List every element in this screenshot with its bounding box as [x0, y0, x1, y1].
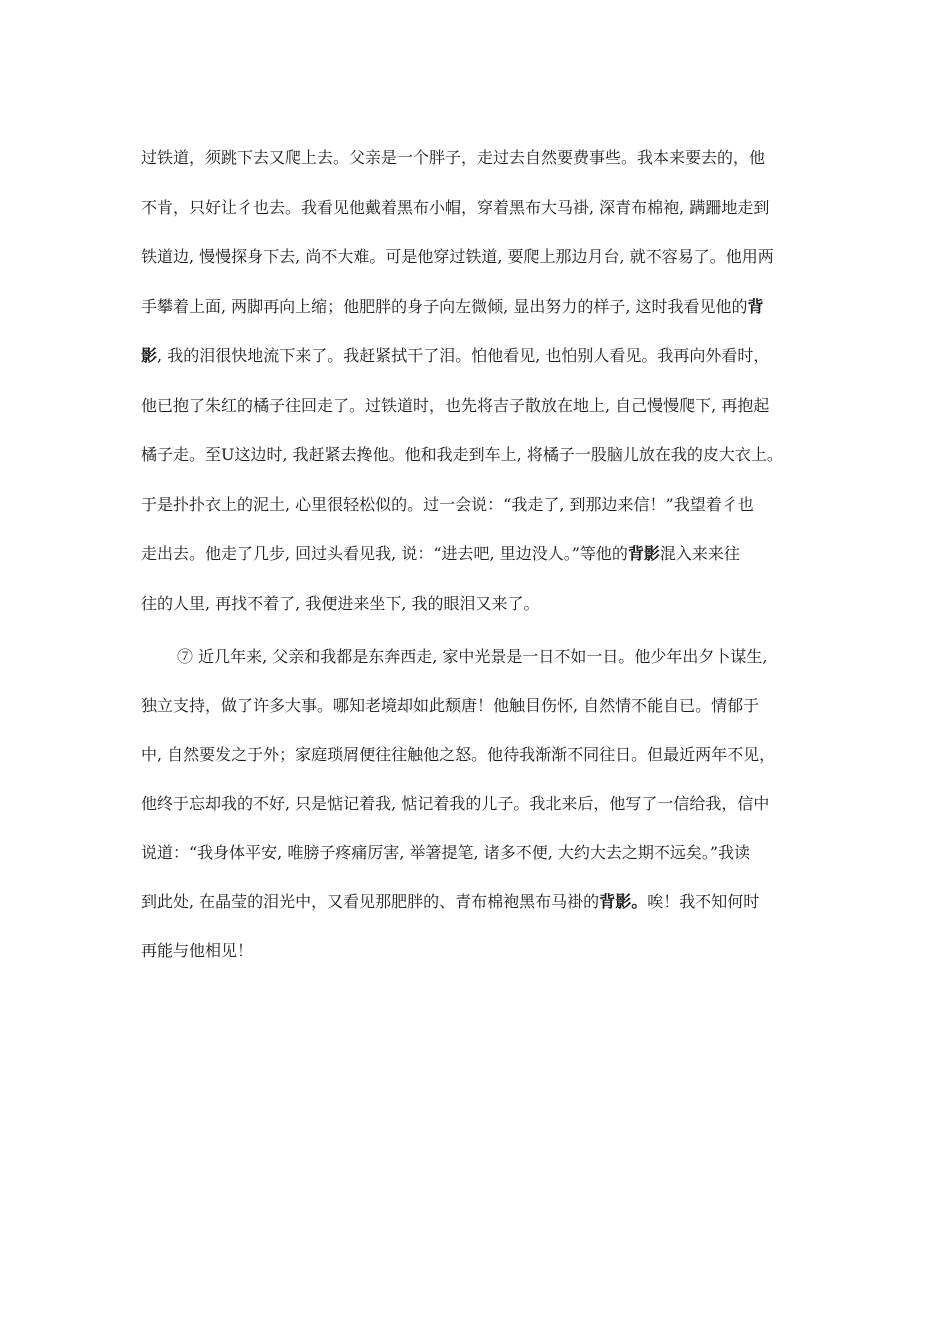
line-text: 手攀着上面, 两脚再向上缩；他肥胖的身子向左微倾, 显出努力的样子, 这时我看见他的: [141, 296, 748, 316]
text-line: [141, 246, 821, 296]
line-text: 于是扑扑衣上的泥土, 心里很轻松似的。过一会说：“我走了, 到那边来信！”我望着彳也: [141, 494, 754, 514]
text-line: [141, 793, 821, 842]
line-text: 不肯，只好让彳也去。我看见他戴着黑布小帽，穿着黑布大马褂, 深青布棉袍, 蹒跚地走到: [141, 197, 770, 217]
line-text: 说道：“我身体平安, 唯膀子疼痛厉害, 举箸提笔, 诸多不便, 大约大去之期不远矣。”我读: [141, 843, 751, 862]
line-text: , 我的泪很快地流下来了。我赶紧拭干了泪。怕他看见, 也怕别人看见。我再向外看时，: [157, 346, 770, 365]
text-line: [141, 891, 821, 940]
text-line: [141, 345, 821, 395]
line-text: ⑦ 近几年来, 父亲和我都是东奔西走, 家中光景是一日不如一日。他少年出夕卜谋生,: [177, 647, 768, 666]
line-text: 铁道边, 慢慢探身下去, 尚不大难。可是他穿过铁道, 要爬上那边月台, 就不容易了。他用两: [141, 247, 774, 266]
text-line: [141, 940, 821, 989]
text-line: [141, 593, 821, 643]
text-line: [141, 543, 821, 593]
text-line: [141, 147, 821, 197]
line-text: 再能与他相见！: [141, 941, 254, 960]
line-text: 到此处, 在晶莹的泪光中，又看见那肥胖的、青布棉袍黑布马褂的: [141, 892, 600, 911]
text-line: [141, 842, 821, 891]
line-text: 往的人里, 再找不着了, 我便进来坐下, 我的眼泪又来了。: [141, 593, 540, 613]
line-text: 中, 自然要发之于外；家庭琐屑便往往触他之怒。他待我渐渐不同往日。但最近两年不见，: [141, 745, 776, 764]
bold-text: 背影。: [599, 892, 648, 911]
text-line: [141, 296, 821, 346]
bold-text: 背: [747, 296, 764, 316]
text-line: [141, 695, 821, 744]
line-text: 橘子走。至U这边时, 我赶紧去搀他。他和我走到车上, 将橘子一股脑儿放在我的皮大衣上。: [141, 445, 783, 464]
paragraph-1: [141, 147, 821, 642]
bold-text: 影: [141, 346, 158, 365]
text-line: [141, 444, 821, 494]
line-text: 他已抱了朱红的橘子往回走了。过铁道时，也先将吉子散放在地上, 自己慢慢爬下, 再抱起: [141, 395, 770, 415]
text-line: [141, 197, 821, 247]
line-text: 混入来来往: [659, 544, 740, 563]
line-text: 走出去。他走了几步, 回过头看见我, 说：“进去吧, 里边没人。”等他的: [141, 544, 628, 563]
line-text: 他终于忘却我的不好, 只是惦记着我, 惦记着我的儿子。我北来后，他写了一信给我，信中: [141, 794, 770, 813]
line-text: 唉！我不知何时: [647, 892, 760, 911]
text-line: [141, 494, 821, 544]
text-line: [141, 744, 821, 793]
bold-text: 背影: [627, 544, 660, 563]
paragraph-2: [141, 646, 821, 989]
line-text: 独立支持，做了许多大事。哪知老境却如此颓唐！他触目伤怀, 自然情不能自已。情郁于: [141, 696, 760, 715]
text-line: [141, 395, 821, 445]
line-text: 过铁道，须跳下去又爬上去。父亲是一个胖子，走过去自然要费事些。我本来要去的，他: [141, 148, 766, 167]
text-line: [141, 646, 821, 695]
